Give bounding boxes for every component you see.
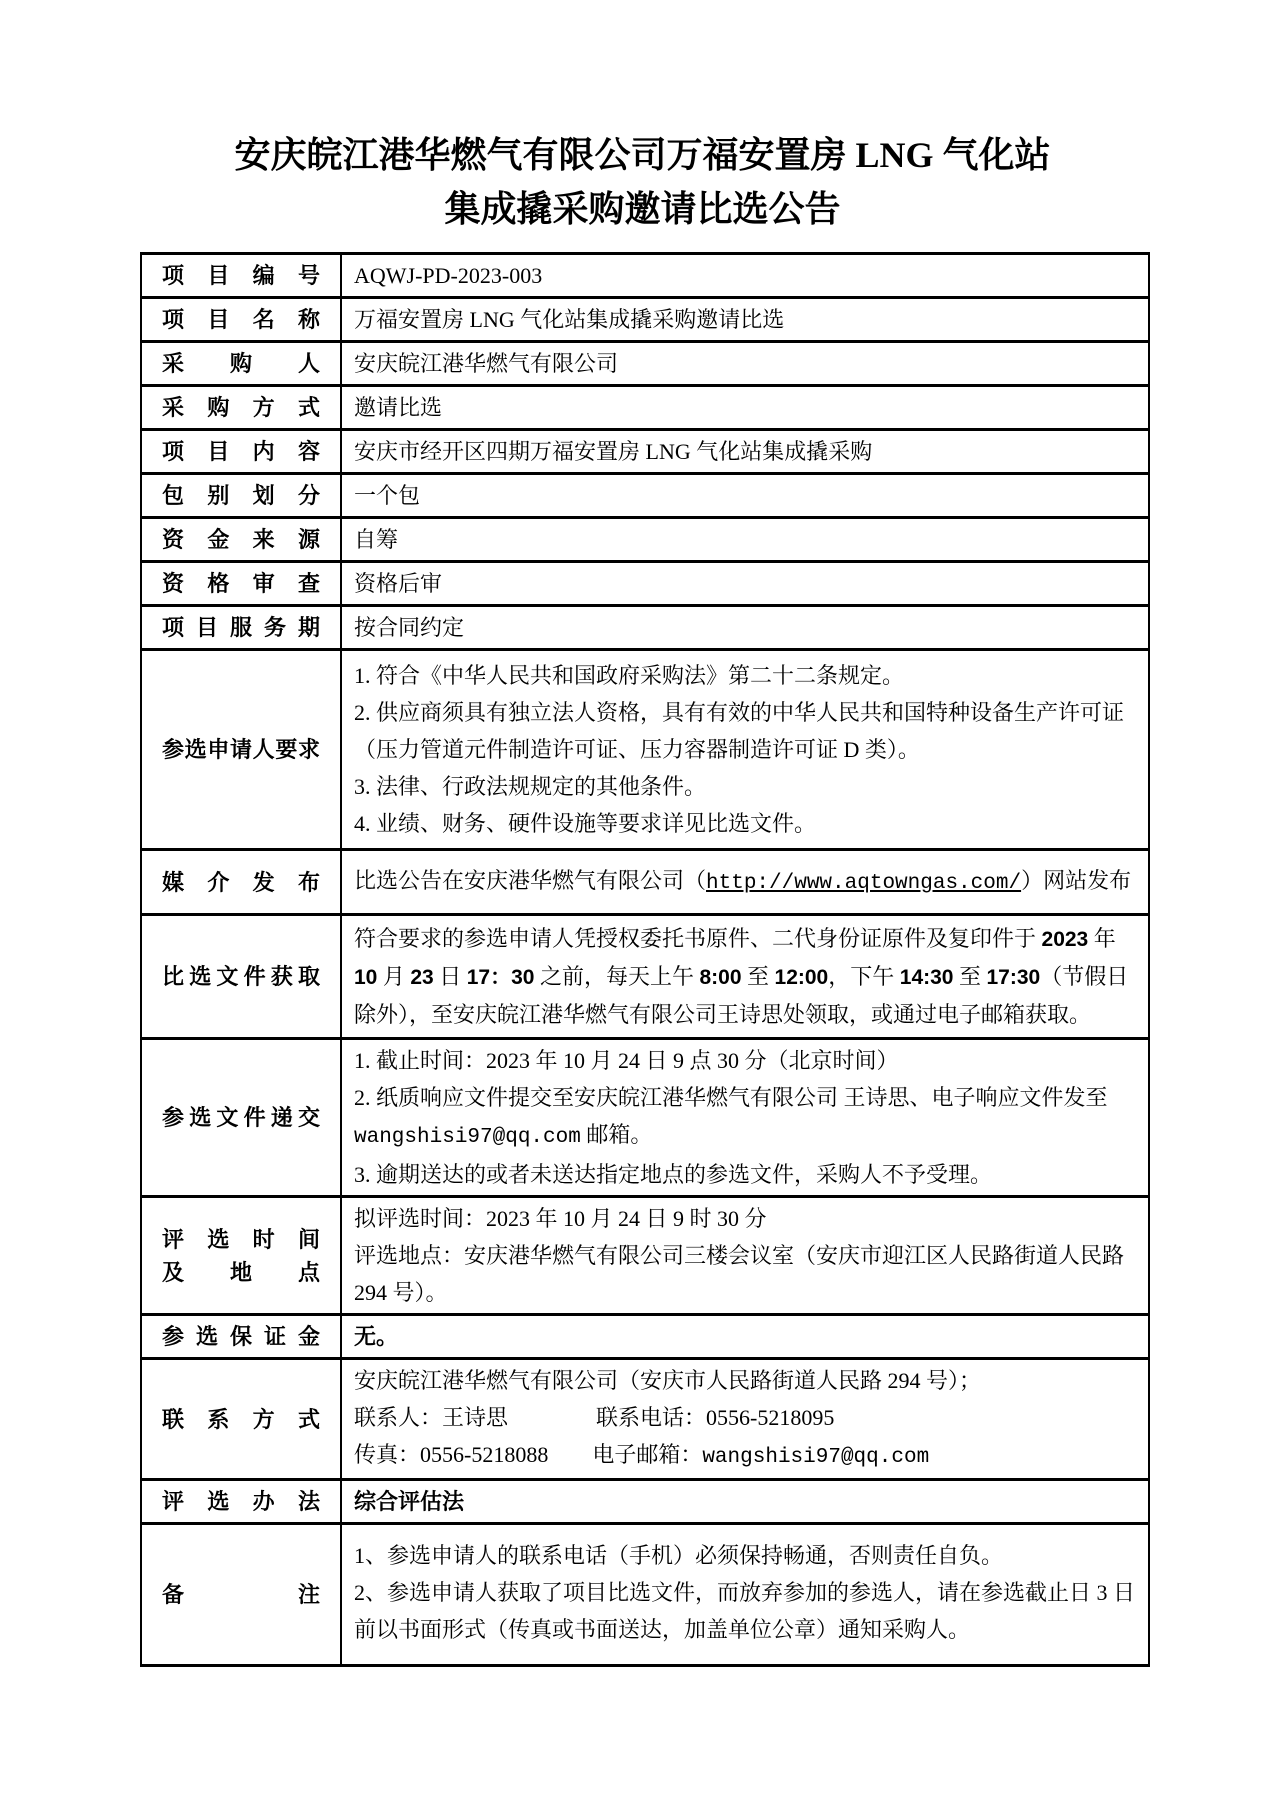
text-line [354,768,1138,805]
row-label-text: 采购方式 [162,395,320,420]
table-row [141,562,1149,606]
text-span: 一个包 [354,483,421,508]
announcement-table-body [141,254,1149,1666]
website-link[interactable]: http://www.aqtowngas.com/ [706,872,1022,895]
text-line [354,731,1138,768]
row-label-text: 项目内容 [162,439,320,464]
row-label-applicant-requirements [141,650,341,850]
text-line [354,1042,1138,1079]
text-span: 无。 [354,1324,399,1349]
text-span: 综合评估法 [354,1489,465,1514]
text-line [354,862,1138,902]
text-span: 比选公告在安庆港华燃气有限公司（ [354,868,707,893]
row-label-text: 参选保证金 [162,1324,320,1349]
text-span: 传真：0556-5218088 电子邮箱： [354,1442,703,1467]
row-content-project-name [341,298,1149,342]
row-label-media-release [141,850,341,915]
row-label-text: 资格审查 [162,571,320,596]
table-row [141,1524,1149,1666]
contact-email: wangshisi97@qq.com [702,1446,930,1469]
row-content-participation-deposit [341,1315,1149,1359]
submission-email: wangshisi97@qq.com [354,1126,581,1149]
text-line [354,694,1138,731]
row-label-project-content [141,430,341,474]
row-content-purchaser [341,342,1149,386]
text-span: 月 [377,964,411,989]
table-row [141,915,1149,1039]
row-label-remarks [141,1524,341,1666]
text-line [354,433,1138,470]
text-line [354,1537,1138,1574]
text-line [354,657,1138,694]
table-row [141,1480,1149,1524]
announcement-table [140,252,1150,1667]
table-row [141,1197,1149,1315]
text-line [354,1156,1138,1193]
row-content-evaluation-time-place [341,1197,1149,1315]
table-row [141,650,1149,850]
text-span: 年 [1088,926,1116,951]
document-title-line2: 集成撬采购邀请比选公告 [444,189,841,229]
text-span: 至 [741,964,775,989]
row-label-service-period [141,606,341,650]
text-line [354,1200,1138,1237]
row-label-document-submission [141,1039,341,1197]
row-label-purchaser [141,342,341,386]
table-row [141,298,1149,342]
row-label-text: 参选申请人要求 [162,737,320,762]
row-content-document-acquisition [341,915,1149,1039]
text-span: 8:00 [699,966,742,989]
row-content-document-submission [341,1039,1149,1197]
table-row [141,430,1149,474]
text-span: 拟评选时间：2023 年 10 月 24 日 9 时 30 分 [354,1206,767,1231]
table-row [141,386,1149,430]
text-span: 按合同约定 [354,615,465,640]
row-label-text: 包别划分 [162,483,320,508]
text-span: 1. 截止时间：2023 年 10 月 24 日 9 点 30 分（北京时间） [354,1048,899,1073]
table-row [141,474,1149,518]
row-content-service-period [341,606,1149,650]
text-line [354,805,1138,842]
text-span: 资格后审 [354,571,443,596]
row-content-project-content [341,430,1149,474]
table-row [141,1039,1149,1197]
text-span: 2. 纸质响应文件提交至安庆皖江港华燃气有限公司 王诗思、电子响应文件发至 [354,1085,1108,1110]
text-span: 1. 符合《中华人民共和国政府采购法》第二十二条规定。 [354,663,905,688]
row-label-text: 及地点 [162,1259,320,1285]
row-content-evaluation-method [341,1480,1149,1524]
text-span: ）网站发布 [1021,868,1132,893]
row-label-text: 联系方式 [162,1406,320,1432]
text-span: 12:00 [774,966,829,989]
text-span: 23 [410,966,434,989]
text-span: 3. 逾期送达的或者未送达指定地点的参选文件，采购人不予受理。 [354,1162,993,1187]
row-label-project-number [141,254,341,298]
text-span: 2. 供应商须具有独立法人资格，具有有效的中华人民共和国特种设备生产许可证 [354,700,1125,725]
text-line [354,345,1138,382]
table-row [141,254,1149,298]
text-line [354,920,1138,1033]
table-row [141,850,1149,915]
row-label-funding-source [141,518,341,562]
table-row [141,342,1149,386]
text-line [354,1362,1138,1399]
text-span: 邀请比选 [354,395,443,420]
text-span: 至 [953,964,987,989]
row-label-text: 采购人 [162,351,320,376]
text-span: （节假日除外），至安庆皖江港华燃气有限公司王诗思处领取，或通过电子邮箱获取。 [354,964,1129,1027]
text-span: 3. 法律、行政法规规定的其他条件。 [354,774,707,799]
text-line [354,477,1138,514]
row-content-applicant-requirements [341,650,1149,850]
row-content-procurement-method [341,386,1149,430]
text-span: 4. 业绩、财务、硬件设施等要求详见比选文件。 [354,811,817,836]
text-span: 符合要求的参选申请人凭授权委托书原件、二代身份证原件及复印件于 [354,926,1042,951]
table-row [141,518,1149,562]
row-label-participation-deposit [141,1315,341,1359]
row-label-text: 比选文件获取 [162,964,320,989]
row-label-text: 资金来源 [162,527,320,552]
row-content-media-release [341,850,1149,915]
text-span: 安庆皖江港华燃气有限公司（安庆市人民路街道人民路 294 号）； [354,1368,982,1393]
text-line [354,1237,1138,1311]
table-row [141,1359,1149,1480]
text-line [354,389,1138,426]
row-label-text: 评选时间 [162,1226,320,1252]
table-row [141,606,1149,650]
row-content-remarks [341,1524,1149,1666]
row-label-qualification-review [141,562,341,606]
row-label-evaluation-method [141,1480,341,1524]
row-label-document-acquisition [141,915,341,1039]
text-line [354,1079,1138,1156]
text-line [354,1399,1138,1436]
text-span: 17:30 [986,966,1041,989]
text-span: 万福安置房 LNG 气化站集成撬采购邀请比选 [354,307,785,332]
text-span: 安庆皖江港华燃气有限公司 [354,351,619,376]
table-row [141,1315,1149,1359]
row-content-qualification-review [341,562,1149,606]
text-span: 之前，每天上午 [534,964,700,989]
text-span: 评选地点：安庆港华燃气有限公司三楼会议室（安庆市迎江区人民路街道人民路 294 号）。 [354,1243,1125,1305]
row-label-contact-info [141,1359,341,1480]
row-label-text: 项目服务期 [162,615,320,640]
text-span: 安庆市经开区四期万福安置房 LNG 气化站集成撬采购 [354,439,873,464]
text-line [354,301,1138,338]
document-title-line1: 安庆皖江港华燃气有限公司万福安置房 LNG 气化站 [234,135,1051,175]
row-label-text: 媒介发布 [162,869,320,895]
text-line [354,565,1138,602]
text-span: 自筹 [354,527,399,552]
text-span: ，下午 [828,964,900,989]
row-label-text: 备注 [162,1582,320,1607]
text-line [354,1574,1138,1648]
text-line [354,1318,1138,1355]
row-label-text: 参选文件递交 [162,1105,320,1130]
text-span: 2023 [1041,928,1089,951]
text-line [354,257,1138,294]
row-label-package-division [141,474,341,518]
text-line [354,609,1138,646]
row-label-text: 评选办法 [162,1489,320,1514]
row-label-evaluation-time-place [141,1197,341,1315]
document-title [60,128,1225,236]
text-span: 1、参选申请人的联系电话（手机）必须保持畅通，否则责任自负。 [354,1543,1004,1568]
row-content-package-division [341,474,1149,518]
row-content-contact-info [341,1359,1149,1480]
text-line [354,1483,1138,1520]
text-span: 日 [433,964,467,989]
text-span: AQWJ-PD-2023-003 [354,263,543,288]
text-span: 邮箱。 [580,1122,653,1147]
text-span: （压力管道元件制造许可证、压力容器制造许可证 D 类）。 [354,737,920,762]
text-line [354,521,1138,558]
text-span: 14:30 [899,966,954,989]
text-span: 2、参选申请人获取了项目比选文件，而放弃参加的参选人，请在参选截止日 3 日前以书面形式（传真或书面送达，加盖单位公章）通知采购人。 [354,1580,1136,1642]
row-content-funding-source [341,518,1149,562]
text-span: 联系人：王诗思 联系电话：0556-5218095 [354,1405,835,1430]
row-label-text: 项目编号 [162,263,320,288]
text-span: 17：30 [466,966,535,989]
row-label-text: 项目名称 [162,307,320,332]
row-label-project-name [141,298,341,342]
text-span: 10 [354,966,378,989]
row-label-procurement-method [141,386,341,430]
row-content-project-number [341,254,1149,298]
text-line [354,1436,1138,1476]
